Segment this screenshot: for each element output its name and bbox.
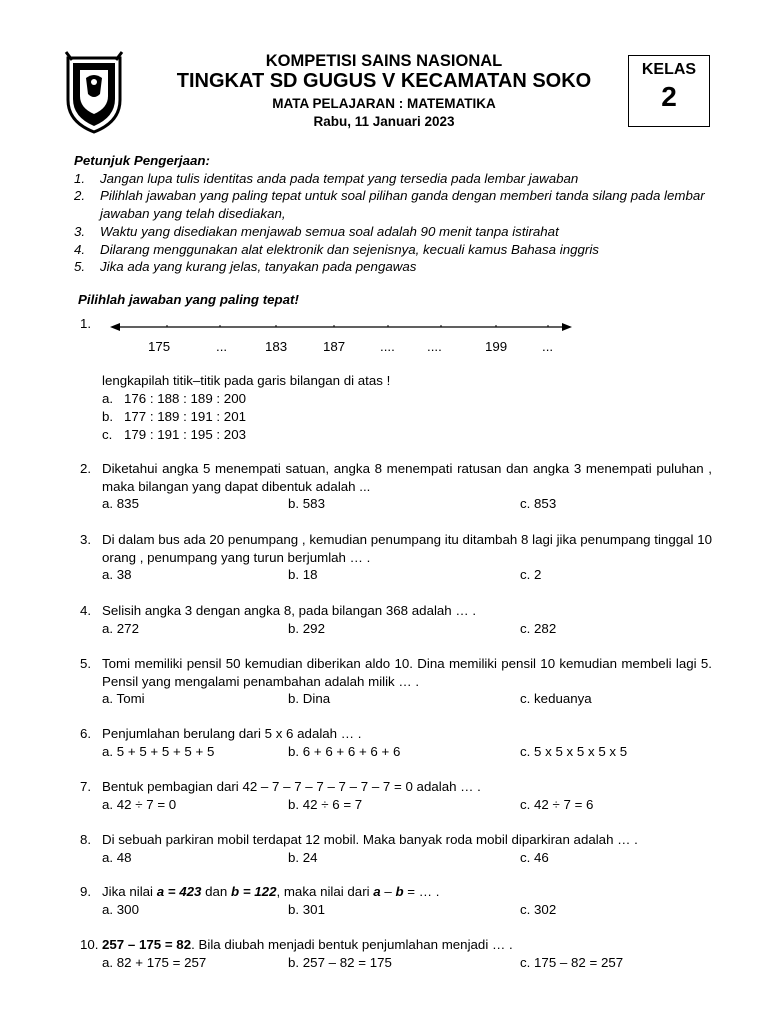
question-7: 7. Bentuk pembagian dari 42 – 7 – 7 – 7 – 7 – 7 – 7 = 0 adalah … . a. 42 ÷ 7 = 0 b. 42 ÷ 6 = 7 c. 42 ÷ 7 = 6 (80, 778, 712, 814)
question-text: lengkapilah titik–titik pada garis bilangan di atas ! (102, 373, 391, 388)
number-line-label: 175 (148, 339, 171, 354)
option-a[interactable]: a. 38 (102, 567, 132, 582)
option-b[interactable]: b. 6 + 6 + 6 + 6 + 6 (288, 743, 401, 759)
question-text: Tomi memiliki pensil 50 kemudian diberikan aldo 10. Dina memiliki pensil 10 kemudian membeli lagi 5. Pensil yang mengalami penambahan adalah milik … . (102, 656, 712, 689)
question-2: 2. Diketahui angka 5 menempati satuan, angka 8 menempati ratusan dan angka 3 menempati puluhan , maka bilangan yang dapat dibentuk adalah ... a. 835 b. 583 c. 853 (80, 461, 712, 511)
question-5: 5. Tomi memiliki pensil 50 kemudian diberikan aldo 10. Dina memiliki pensil 10 kemudian membeli lagi 5. Pensil yang mengalami penambahan adalah milik … . a. Tomi b. Dina c. keduanya (80, 656, 712, 706)
header-title-1: KOMPETISI SAINS NASIONAL (265, 52, 503, 70)
option-b[interactable]: b. 583 (288, 496, 325, 511)
instruction-item: 1. Jangan lupa tulis identitas anda pada tempat yang tersedia pada lembar jawaban (74, 170, 579, 186)
option-a[interactable]: a. 272 (102, 620, 139, 636)
option-b[interactable]: b. 301 (288, 901, 325, 917)
kelas-label: KELAS (641, 61, 697, 78)
kelas-value: 2 (661, 81, 677, 112)
option-b[interactable]: b. Dina (288, 691, 331, 706)
option-c[interactable]: c. 302 (520, 901, 557, 917)
question-6: 6. Penjumlahan berulang dari 5 x 6 adalah … . a. 5 + 5 + 5 + 5 + 5 b. 6 + 6 + 6 + 6 + 6 c. 5 x 5 x 5 x 5 x 5 (80, 725, 712, 761)
option-a[interactable]: a. 48 (102, 849, 132, 865)
instructions-title: Petunjuk Pengerjaan: (74, 153, 210, 168)
number-line-label: .... (380, 339, 395, 354)
option-c[interactable]: c. keduanya (520, 691, 592, 706)
option-a[interactable]: a. 176 : 188 : 189 : 200 (102, 390, 246, 406)
number-line-label: 187 (323, 339, 346, 354)
question-text: Diketahui angka 5 menempati satuan, angka 8 menempati ratusan dan angka 3 menempati puluhan , maka bilangan yang dapat dibentuk adalah ... (102, 461, 712, 494)
option-c[interactable]: c. 42 ÷ 7 = 6 (520, 796, 594, 812)
question-text: Di dalam bus ada 20 penumpang , kemudian penumpang itu ditambah 8 lagi jika penumpang tinggal 10 orang , penumpang yang turun berjumlah … . (102, 532, 712, 565)
option-a[interactable]: a. Tomi (102, 691, 145, 706)
question-1 (80, 372, 712, 444)
number-line-label: 199 (485, 339, 508, 354)
option-c[interactable]: c. 282 (520, 620, 557, 636)
header-subject: MATA PELAJARAN : MATEMATIKA (272, 96, 496, 111)
kelas-box (628, 55, 710, 127)
option-b[interactable]: b. 257 – 82 = 175 (288, 954, 392, 970)
option-a[interactable]: a. 5 + 5 + 5 + 5 + 5 (102, 743, 215, 759)
option-c[interactable]: c. 5 x 5 x 5 x 5 x 5 (520, 743, 628, 759)
option-b[interactable]: b. 292 (288, 620, 325, 636)
q1-number: 1. (80, 316, 92, 331)
number-line-label: ... (542, 339, 554, 354)
option-c[interactable]: c. 46 (520, 849, 549, 865)
number-line-label: 183 (265, 339, 288, 354)
option-a[interactable]: a. 300 (102, 901, 139, 917)
question-text: Bentuk pembagian dari 42 – 7 – 7 – 7 – 7 – 7 – 7 = 0 adalah … . (102, 779, 481, 794)
option-c[interactable]: c. 2 (520, 567, 542, 582)
question-8: 8. Di sebuah parkiran mobil terdapat 12 mobil. Maka banyak roda mobil diparkiran adalah … . a. 48 b. 24 c. 46 (80, 831, 712, 867)
option-a[interactable]: a. 42 ÷ 7 = 0 (102, 796, 177, 812)
option-b[interactable]: b. 24 (288, 849, 318, 865)
question-9: 9. Jika nilai a = 423 dan b = 122, maka nilai dari a – b = … . a. 300 b. 301 c. 302 (80, 883, 712, 919)
answer-options (102, 390, 712, 444)
header-title-2: TINGKAT SD GUGUS V KECAMATAN SOKO (176, 70, 592, 92)
question-3: 3. Di dalam bus ada 20 penumpang , kemudian penumpang itu ditambah 8 lagi jika penumpang tinggal 10 orang , penumpang yang turun berjumlah … . a. 38 b. 18 c. 2 (80, 532, 712, 582)
question-text: Jika nilai a = 423 dan b = 122, maka nilai dari a – b = … . (102, 884, 440, 899)
instruction-item: 4. Dilarang menggunakan alat elektronik dan sejenisnya, kecuali kamus Bahasa inggris (74, 241, 599, 257)
question-text: 257 – 175 = 82. Bila diubah menjadi bentuk penjumlahan menjadi … . (102, 937, 513, 952)
header-date: Rabu, 11 Januari 2023 (313, 114, 455, 129)
question-text: Penjumlahan berulang dari 5 x 6 adalah … . (102, 726, 362, 741)
question-4: 4. Selisih angka 3 dengan angka 8, pada bilangan 368 adalah … . a. 272 b. 292 c. 282 (80, 602, 712, 638)
option-a[interactable]: a. 835 (102, 496, 139, 511)
regency-crest-icon (62, 50, 126, 134)
question-text: Selisih angka 3 dengan angka 8, pada bilangan 368 adalah … . (102, 603, 477, 618)
number-line-label: .... (427, 339, 442, 354)
option-c[interactable]: c. 853 (520, 496, 557, 511)
section-title: Pilihlah jawaban yang paling tepat! (78, 292, 299, 307)
option-b[interactable]: b. 177 : 189 : 191 : 201 (102, 408, 246, 424)
instruction-item: 5. Jika ada yang kurang jelas, tanyakan pada pengawas (74, 259, 417, 275)
option-a[interactable]: a. 82 + 175 = 257 (102, 954, 207, 970)
instruction-item: 3. Waktu yang disediakan menjawab semua soal adalah 90 menit tanpa istirahat (74, 223, 559, 239)
instruction-item: 2. Pilihlah jawaban yang paling tepat untuk soal pilihan ganda dengan memberi tanda silang pada lembar jawaban yang telah disediakan, (74, 188, 705, 222)
option-b[interactable]: b. 42 ÷ 6 = 7 (288, 796, 363, 812)
number-line (108, 318, 574, 338)
option-b[interactable]: b. 18 (288, 567, 318, 582)
option-c[interactable]: c. 179 : 191 : 195 : 203 (102, 426, 246, 442)
question-10: 10. 257 – 175 = 82. Bila diubah menjadi bentuk penjumlahan menjadi … . a. 82 + 175 = 257 b. 257 – 82 = 175 c. 175 – 82 = 257 (80, 936, 712, 972)
option-c[interactable]: c. 175 – 82 = 257 (520, 954, 624, 970)
instructions (74, 152, 714, 276)
number-line-label: ... (216, 339, 228, 354)
question-text: Di sebuah parkiran mobil terdapat 12 mobil. Maka banyak roda mobil diparkiran adalah … . (102, 832, 638, 847)
